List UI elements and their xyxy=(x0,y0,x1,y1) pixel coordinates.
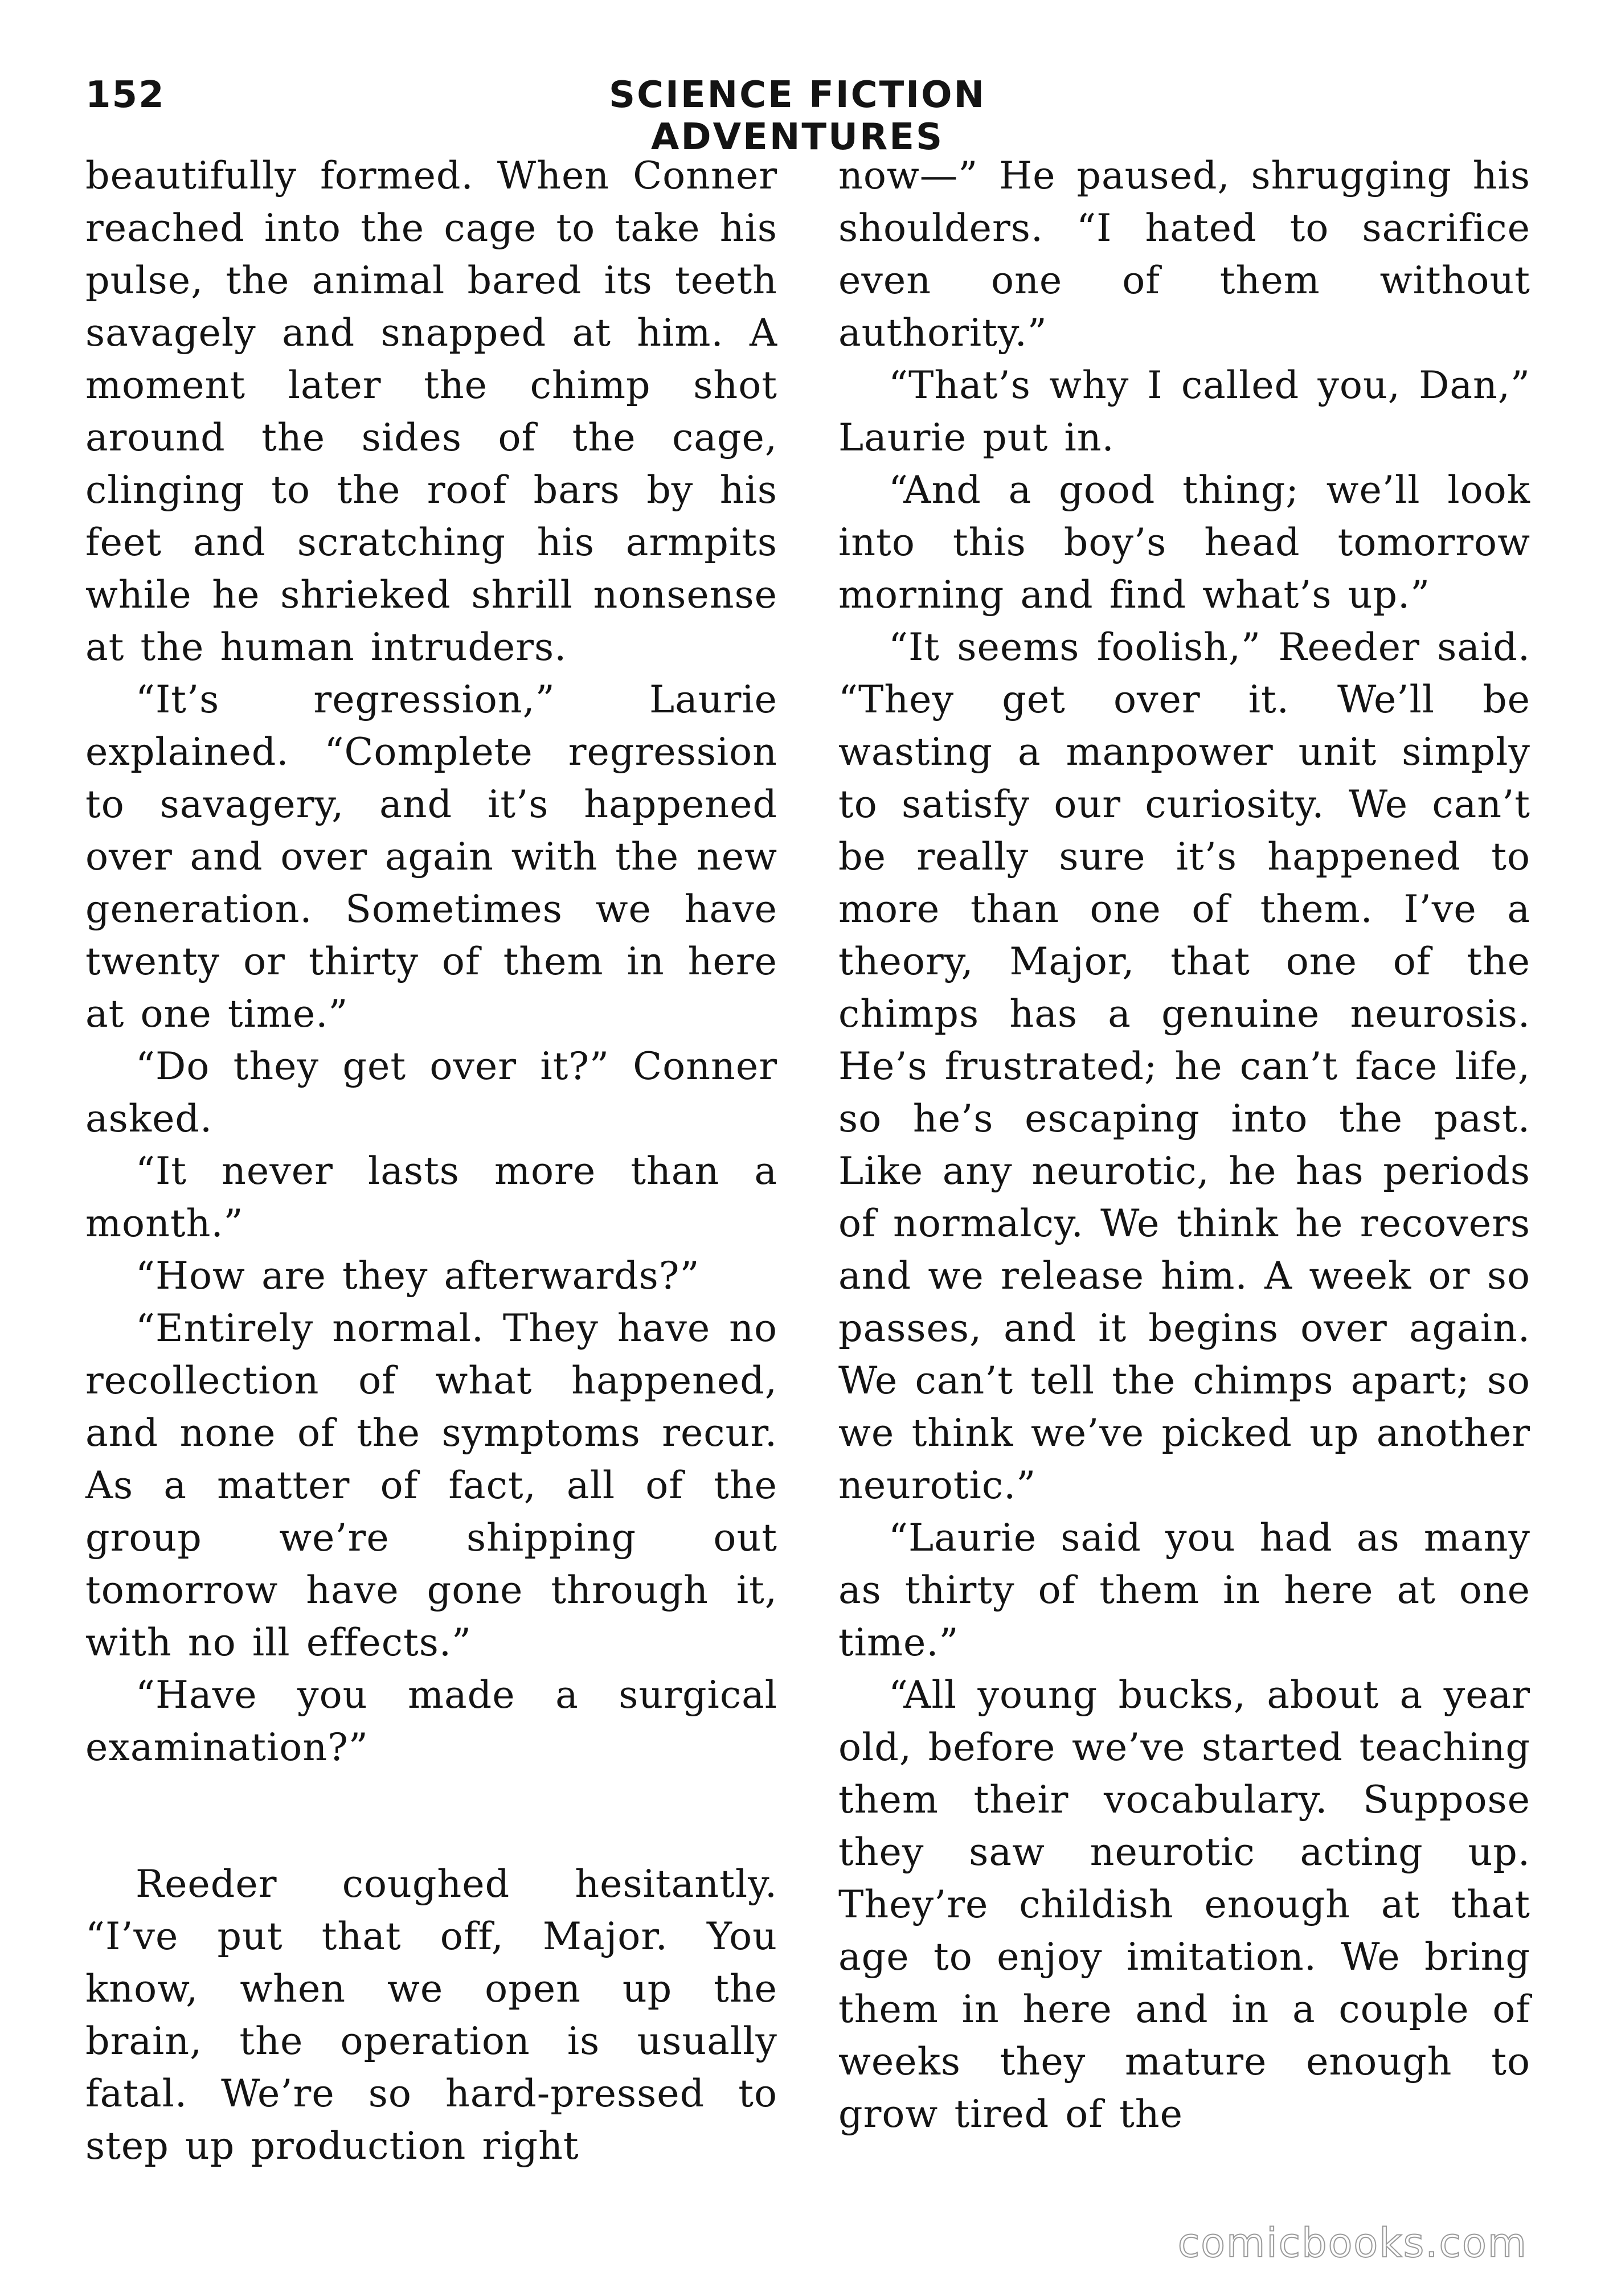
left-column xyxy=(85,149,777,2172)
right-column xyxy=(838,149,1530,2140)
watermark: comicbooks.com xyxy=(1177,2220,1528,2266)
paragraph: “It seems foolish,” Reeder said. “They get over it. We’ll be wasting a manpower unit simply to satisfy our curiosity. We can’t be really sure it’s happened to more than one of them. I’ve a theory, Major, that one of the chimps has a genuine neurosis. He’s frustrated; he can’t face life, so he’s escaping into the past. Like any neurotic, he has periods of normalcy. We think he recovers and we release him. A week or so passes, and it begins over again. We can’t tell the chimps apart; so we think we’ve picked up another neurotic.” xyxy=(838,625,1530,1507)
paragraph: “It’s regression,” Laurie explained. “Complete regression to savagery, and it’s happened over and over again with the new generation. Sometimes we have twenty or thirty of them in here at one time.” xyxy=(85,677,777,1036)
paragraph: now—” He paused, shrugging his shoulders. “I hated to sacrifice even one of them without authority.” xyxy=(838,153,1530,355)
paragraph: “Have you made a surgical examination?” xyxy=(85,1672,777,1769)
paragraph: “Do they get over it?” Conner asked. xyxy=(85,1044,777,1141)
paragraph: “It never lasts more than a month.” xyxy=(85,1149,777,1245)
paragraph: “That’s why I called you, Dan,” Laurie put in. xyxy=(838,363,1530,460)
page-number: 152 xyxy=(85,74,165,116)
paragraph: beautifully formed. When Conner reached into the cage to take his pulse, the animal bared its teeth savagely and snapped at him. A moment later the chimp shot around the sides of the cage, clinging to the roof bars by his feet and scratching his armpits while he shrieked shrill nonsense at the human intruders. xyxy=(85,153,777,669)
paragraph: Reeder coughed hesitantly. “I’ve put that off, Major. You know, when we open up the brain, the operation is usually fatal. We’re so hard-pressed to step up production right xyxy=(85,1862,777,2168)
page-header xyxy=(0,74,1613,158)
paragraph: “Laurie said you had as many as thirty of them in here at one time.” xyxy=(838,1515,1530,1664)
paragraph: “How are they afterwards?” xyxy=(136,1253,700,1298)
paragraph: “And a good thing; we’ll look into this boy’s head tomorrow morning and find what’s up.” xyxy=(838,468,1530,617)
running-title: SCIENCE FICTION ADVENTURES xyxy=(608,74,986,158)
paragraph: “Entirely normal. They have no recollection of what happened, and none of the symptoms recur. As a matter of fact, all of the group we’re shipping out tomorrow have gone through it, with no ill effects.” xyxy=(85,1306,777,1664)
paragraph: “All young bucks, about a year old, before we’ve started teaching them their vocabulary. Suppose they saw neurotic acting up. They’re childish enough at that age to enjoy imitation. We bring them in here and in a couple of weeks they mature enough to grow tired of the xyxy=(838,1672,1530,2136)
